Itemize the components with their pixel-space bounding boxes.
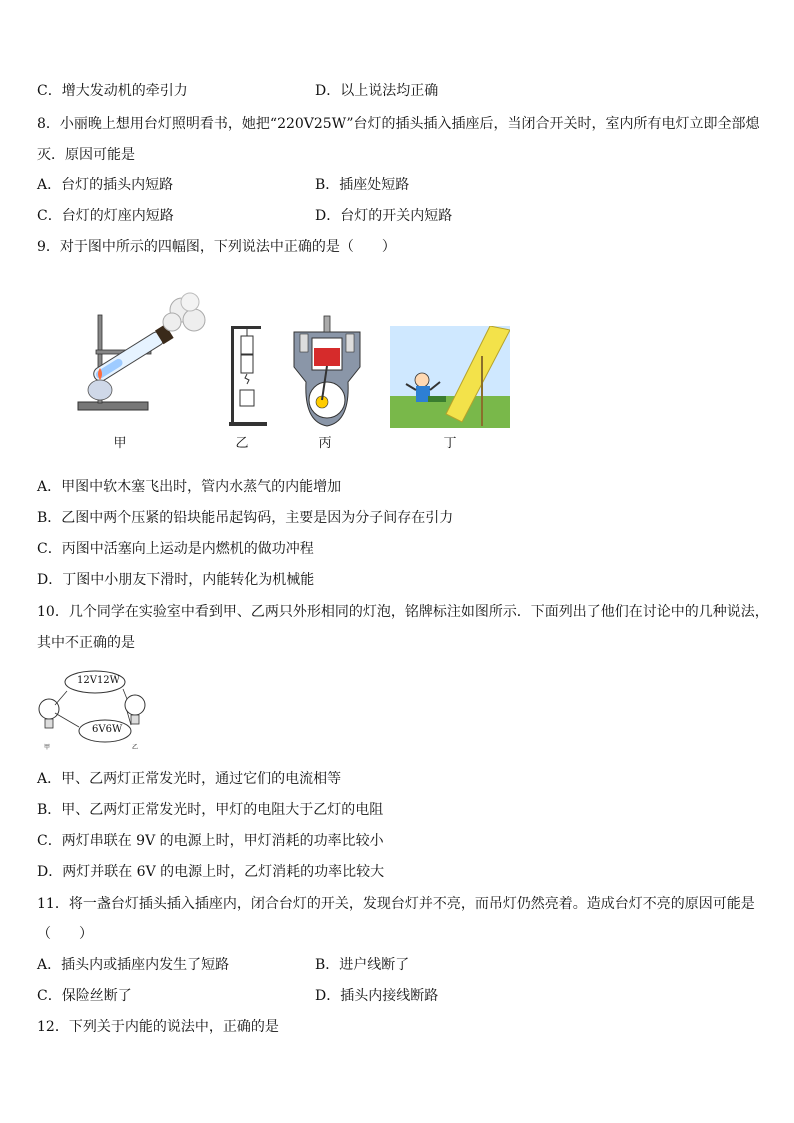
q10-option-c: C．两灯串联在 9V 的电源上时，甲灯消耗的功率比较小 <box>37 833 384 849</box>
q9-caption-ding: 丁 <box>443 436 457 451</box>
q11-option-d: D．插头内接线断路 <box>315 988 439 1004</box>
q10-stem-line2: 其中不正确的是 <box>37 635 135 651</box>
q11-stem-line1: 11．将一盏台灯插头插入插座内，闭合台灯的开关，发现台灯并不亮，而吊灯仍然亮着。造成台灯不亮的原因可能是 <box>37 896 755 912</box>
q8-option-c: C．台灯的灯座内短路 <box>37 208 174 224</box>
q9-option-c: C．丙图中活塞向上运动是内燃机的做功冲程 <box>37 541 314 557</box>
q11-option-a: A．插头内或插座内发生了短路 <box>37 957 230 973</box>
q11-option-c: C．保险丝断了 <box>37 988 132 1004</box>
bulb-caption-jia: 甲 <box>44 744 51 751</box>
q10-option-a: A．甲、乙两灯正常发光时，通过它们的电流相等 <box>37 771 342 787</box>
q8-option-b: B．插座处短路 <box>315 177 410 193</box>
q7-option-d: D．以上说法均正确 <box>315 83 439 99</box>
q8-stem-line1: 8．小丽晚上想用台灯照明看书，她把“220V25W”台灯的插头插入插座后，当闭合开关时，室内所有电灯立即全部熄 <box>37 116 760 132</box>
q10-bulb-figure <box>35 667 160 752</box>
q9-caption-bing: 丙 <box>318 436 332 451</box>
q9-stem: 9．对于图中所示的四幅图，下列说法中正确的是（ ） <box>37 239 396 255</box>
q9-figure-ding <box>390 326 510 428</box>
q10-stem-line1: 10．几个同学在实验室中看到甲、乙两只外形相同的灯泡，铭牌标注如图所示．下面列出了他们在讨论中的几种说法， <box>37 604 769 620</box>
q8-option-d: D．台灯的开关内短路 <box>315 208 453 224</box>
q9-figure-yi <box>225 322 270 427</box>
q10-option-d: D．两灯并联在 6V 的电源上时，乙灯消耗的功率比较大 <box>37 864 385 880</box>
q8-stem-line2: 灭．原因可能是 <box>37 147 135 163</box>
q9-caption-yi: 乙 <box>235 436 249 451</box>
q9-option-b: B．乙图中两个压紧的铅块能吊起钩码，主要是因为分子间存在引力 <box>37 510 454 526</box>
q8-option-a: A．台灯的插头内短路 <box>37 177 174 193</box>
q9-figure-jia <box>70 290 210 425</box>
q9-option-d: D．丁图中小朋友下滑时，内能转化为机械能 <box>37 572 315 588</box>
q11-stem-line2: （ ） <box>37 926 93 942</box>
q9-option-a: A．甲图中软木塞飞出时，管内水蒸气的内能增加 <box>37 479 342 495</box>
q7-option-c: C．增大发动机的牵引力 <box>37 83 188 99</box>
bulb-caption-yi: 乙 <box>132 744 139 751</box>
q10-option-b: B．甲、乙两灯正常发光时，甲灯的电阻大于乙灯的电阻 <box>37 802 384 818</box>
q11-option-b: B．进户线断了 <box>315 957 410 973</box>
q9-caption-jia: 甲 <box>113 436 127 451</box>
bulb-label-jia: 12V12W <box>77 675 120 686</box>
q12-stem: 12．下列关于内能的说法中，正确的是 <box>37 1019 279 1035</box>
bulb-label-yi: 6V6W <box>92 724 123 735</box>
q9-figure-bing <box>288 312 366 430</box>
